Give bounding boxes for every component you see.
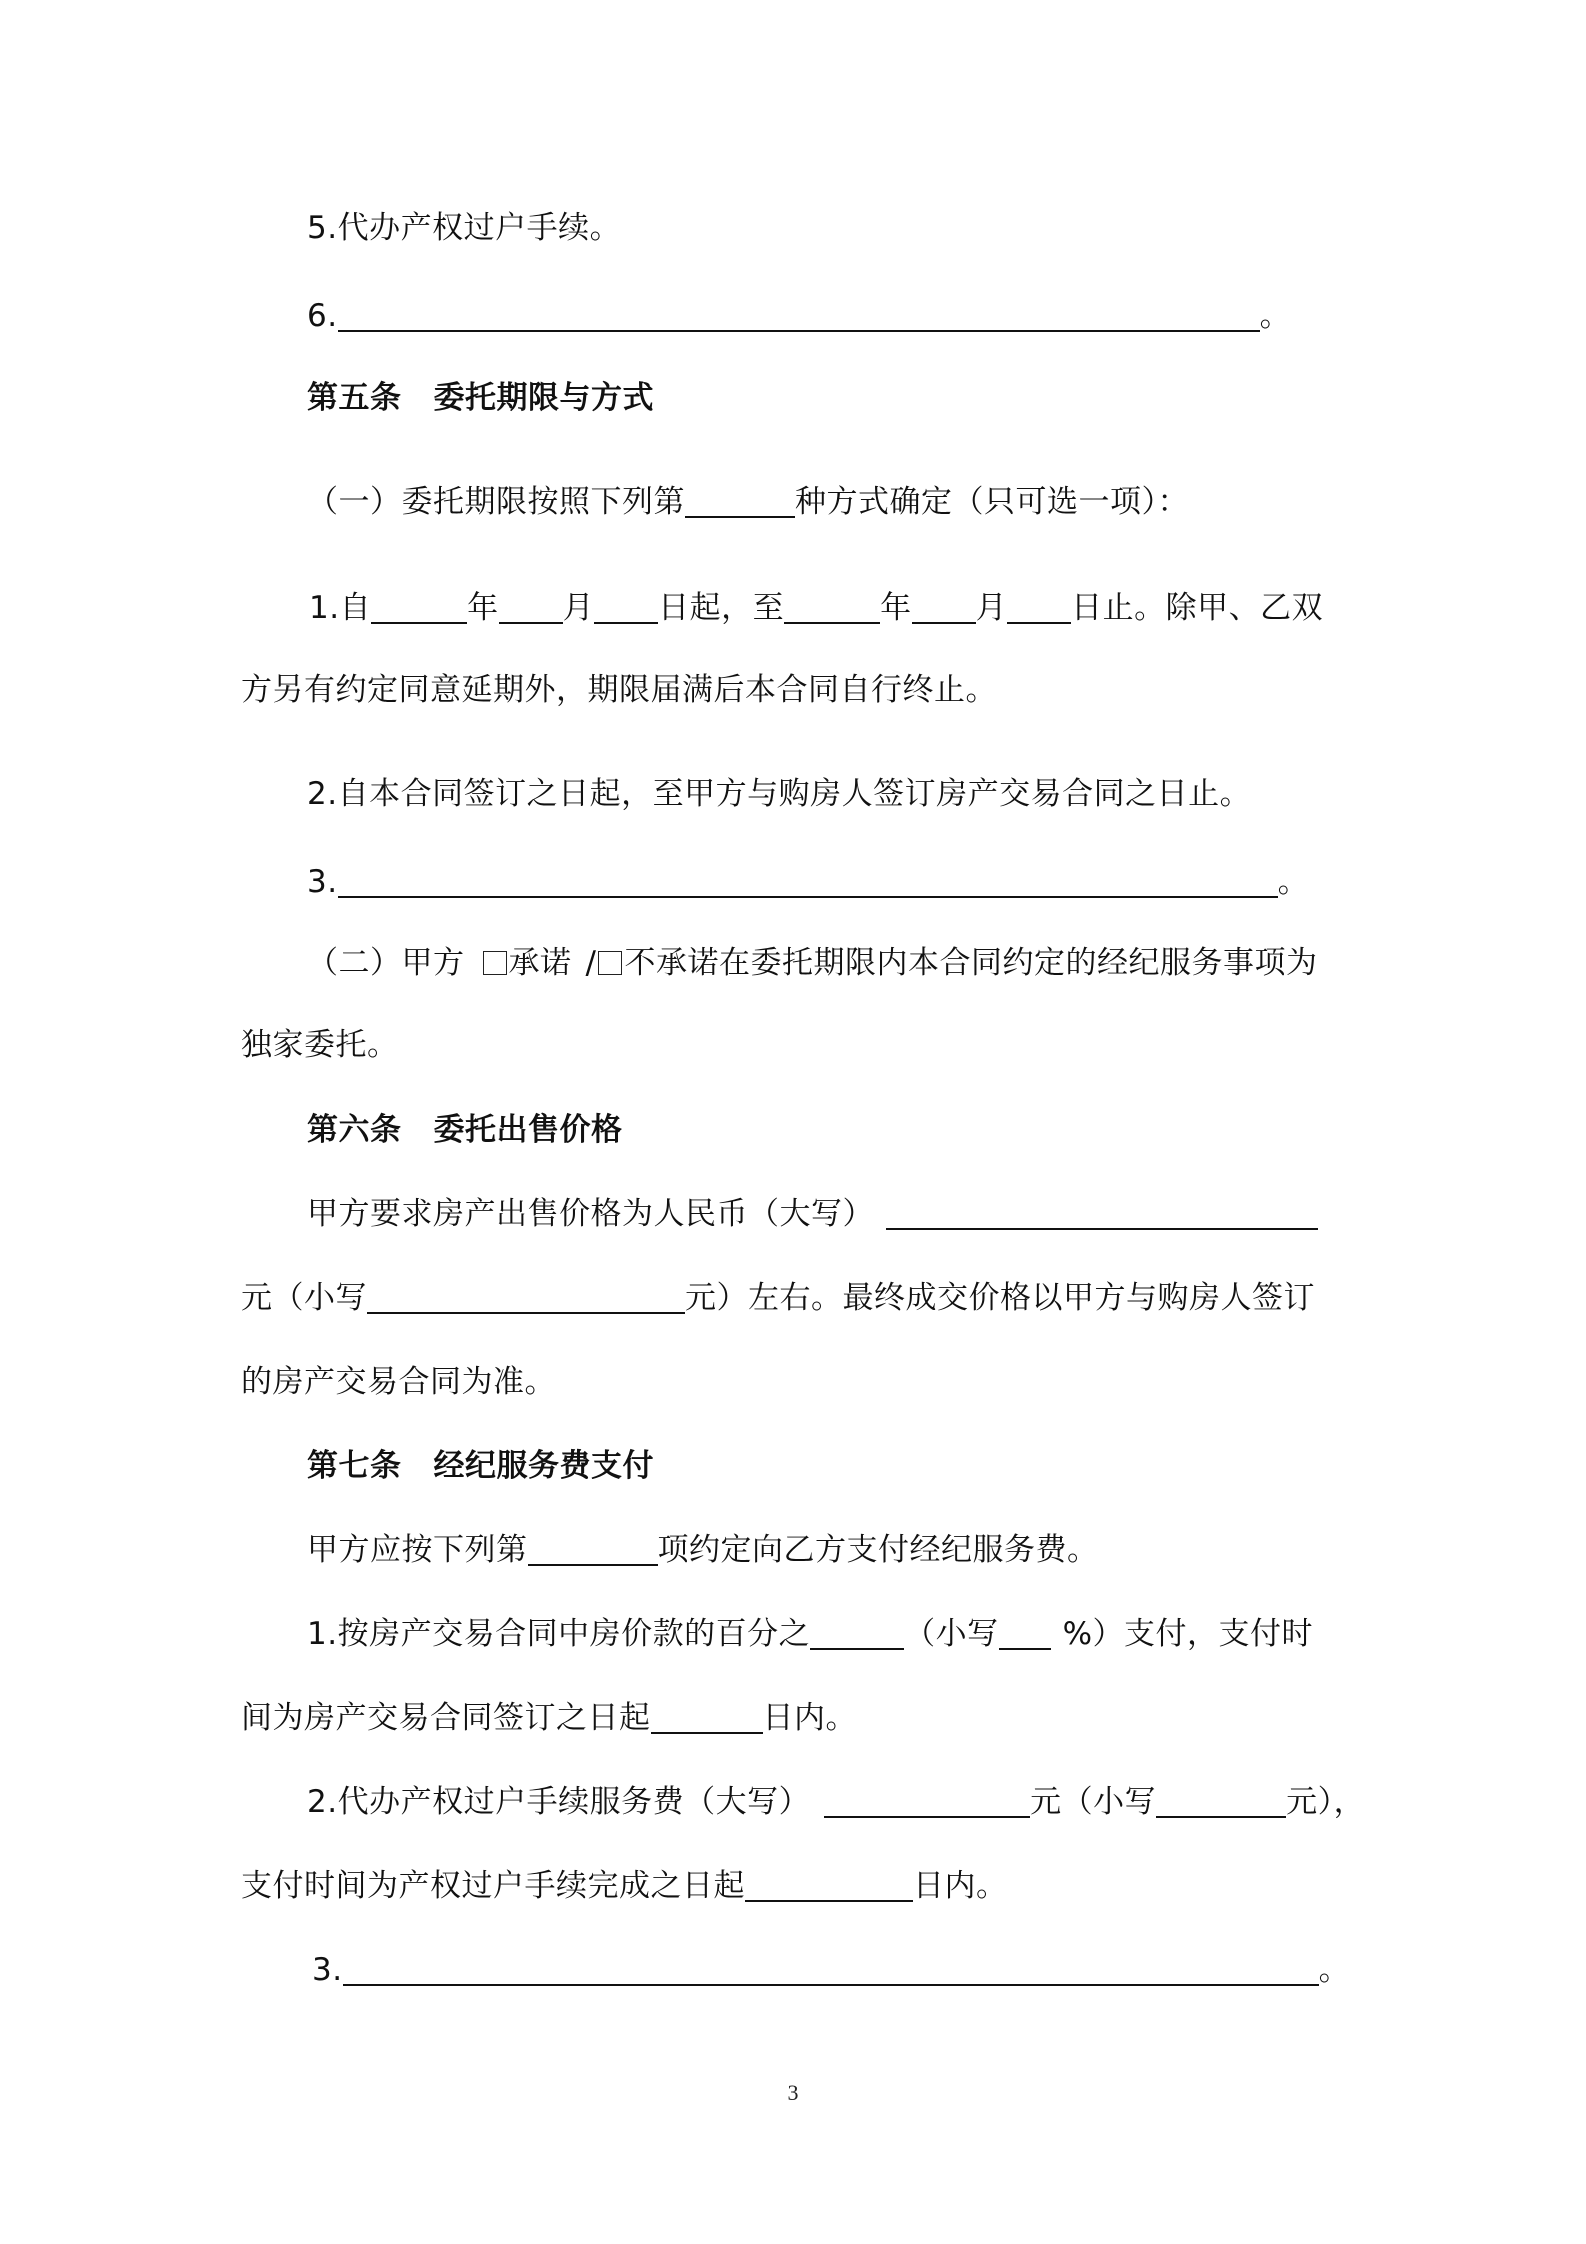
article-title: 委托出售价格 — [433, 1112, 623, 1148]
article-number: 第七条 — [307, 1448, 402, 1484]
text: 方另有约定同意延期外，期限届满后本合同自行终止。 — [241, 672, 997, 708]
text: （小写 — [904, 1616, 999, 1652]
text: 月 — [562, 590, 595, 626]
fill-blank[interactable] — [594, 592, 658, 624]
clause-item-5 — [307, 208, 621, 248]
clause-text: 5.代办产权过户手续。 — [307, 210, 622, 246]
text: 年 — [467, 590, 499, 626]
text: 甲方应按下列第 — [307, 1532, 528, 1568]
fee-option-line — [307, 1530, 1099, 1570]
text: 种方式确定（只可选一项）： — [795, 484, 1189, 520]
fill-blank[interactable] — [810, 1618, 904, 1650]
article-number: 第五条 — [307, 380, 402, 416]
text: 元）， — [1286, 1784, 1366, 1820]
fill-blank[interactable] — [745, 1870, 913, 1902]
fill-blank[interactable] — [651, 1702, 763, 1734]
fill-blank[interactable] — [784, 592, 880, 624]
fee-option-3-line — [312, 1950, 1350, 1990]
period: 。 — [1259, 298, 1292, 334]
item-number: 3. — [312, 1952, 343, 1988]
text: 间为房产交易合同签订之日起 — [241, 1700, 651, 1736]
text: 元）左右。最终成交价格以甲方与购房人签订 — [685, 1280, 1315, 1316]
continuation-line — [241, 1362, 556, 1402]
fill-blank[interactable] — [1007, 592, 1071, 624]
fill-blank[interactable] — [499, 592, 563, 624]
text: %）支付，支付时 — [1062, 1616, 1314, 1652]
fill-blank[interactable] — [1156, 1786, 1286, 1818]
article-number: 第六条 — [307, 1112, 402, 1148]
fill-blank[interactable] — [338, 300, 1260, 332]
text: 甲方要求房产出售价格为人民币（大写） — [307, 1196, 874, 1232]
fill-blank[interactable] — [371, 592, 467, 624]
exclusive-commitment-line — [307, 943, 1317, 983]
article-title: 经纪服务费支付 — [433, 1448, 654, 1484]
checkbox-commit[interactable] — [483, 951, 507, 975]
fill-blank[interactable] — [338, 866, 1278, 898]
text: 日内。 — [762, 1700, 857, 1736]
option-2-line — [307, 774, 1251, 814]
article-7-heading — [307, 1446, 654, 1486]
item-number: 6. — [307, 298, 338, 334]
item-number: 3. — [307, 864, 338, 900]
fill-blank[interactable] — [912, 592, 976, 624]
fill-blank[interactable] — [824, 1786, 1030, 1818]
text: 月 — [975, 590, 1008, 626]
fill-blank[interactable] — [528, 1534, 658, 1566]
text: 日内。 — [913, 1868, 1008, 1904]
text: 2.代办产权过户手续服务费（大写） — [307, 1784, 811, 1820]
transfer-fee-line — [307, 1782, 1365, 1822]
option-3-line — [307, 862, 1309, 902]
clause-item-6 — [307, 296, 1291, 336]
checkbox-no-commit[interactable] — [598, 951, 622, 975]
transfer-fee-time-line — [241, 1866, 1008, 1906]
continuation-line — [241, 1025, 399, 1065]
text: 元（小写 — [1030, 1784, 1157, 1820]
article-5-heading — [307, 378, 654, 418]
text: （一）委托期限按照下列第 — [307, 484, 685, 520]
term-method-line — [307, 482, 1189, 522]
price-lowercase-line — [241, 1278, 1315, 1318]
text: 独家委托。 — [241, 1027, 399, 1063]
date-range-line — [309, 588, 1323, 628]
fill-blank[interactable] — [685, 486, 795, 518]
separator: / — [585, 945, 597, 981]
text: 不承诺在委托期限内本合同约定的经纪服务事项为 — [624, 945, 1318, 981]
text: 1.自 — [309, 590, 372, 626]
fill-blank[interactable] — [999, 1618, 1051, 1650]
fill-blank[interactable] — [343, 1954, 1319, 1986]
page-number: 3 — [787, 2080, 799, 2105]
fill-blank[interactable] — [367, 1282, 685, 1314]
period: 。 — [1318, 1952, 1351, 1988]
text: 日止。除甲、乙双 — [1071, 590, 1324, 626]
text: 的房产交易合同为准。 — [241, 1364, 556, 1400]
period: 。 — [1277, 864, 1310, 900]
text: 支付时间为产权过户手续完成之日起 — [241, 1868, 745, 1904]
continuation-line — [241, 670, 997, 710]
text: 1.按房产交易合同中房价款的百分之 — [307, 1616, 811, 1652]
text: 项约定向乙方支付经纪服务费。 — [657, 1532, 1099, 1568]
fill-blank[interactable] — [886, 1198, 1318, 1230]
article-title: 委托期限与方式 — [433, 380, 654, 416]
article-6-heading — [307, 1110, 623, 1150]
text: 年 — [880, 590, 912, 626]
text: 元（小写 — [241, 1280, 367, 1316]
fee-time-line — [241, 1698, 857, 1738]
text: 日起，至 — [658, 590, 785, 626]
text: （二）甲方 — [307, 945, 465, 981]
price-line — [307, 1194, 1318, 1234]
fee-percentage-line — [307, 1614, 1313, 1654]
text: 承诺 — [508, 945, 572, 981]
text: 2.自本合同签订之日起，至甲方与购房人签订房产交易合同之日止。 — [307, 776, 1252, 812]
